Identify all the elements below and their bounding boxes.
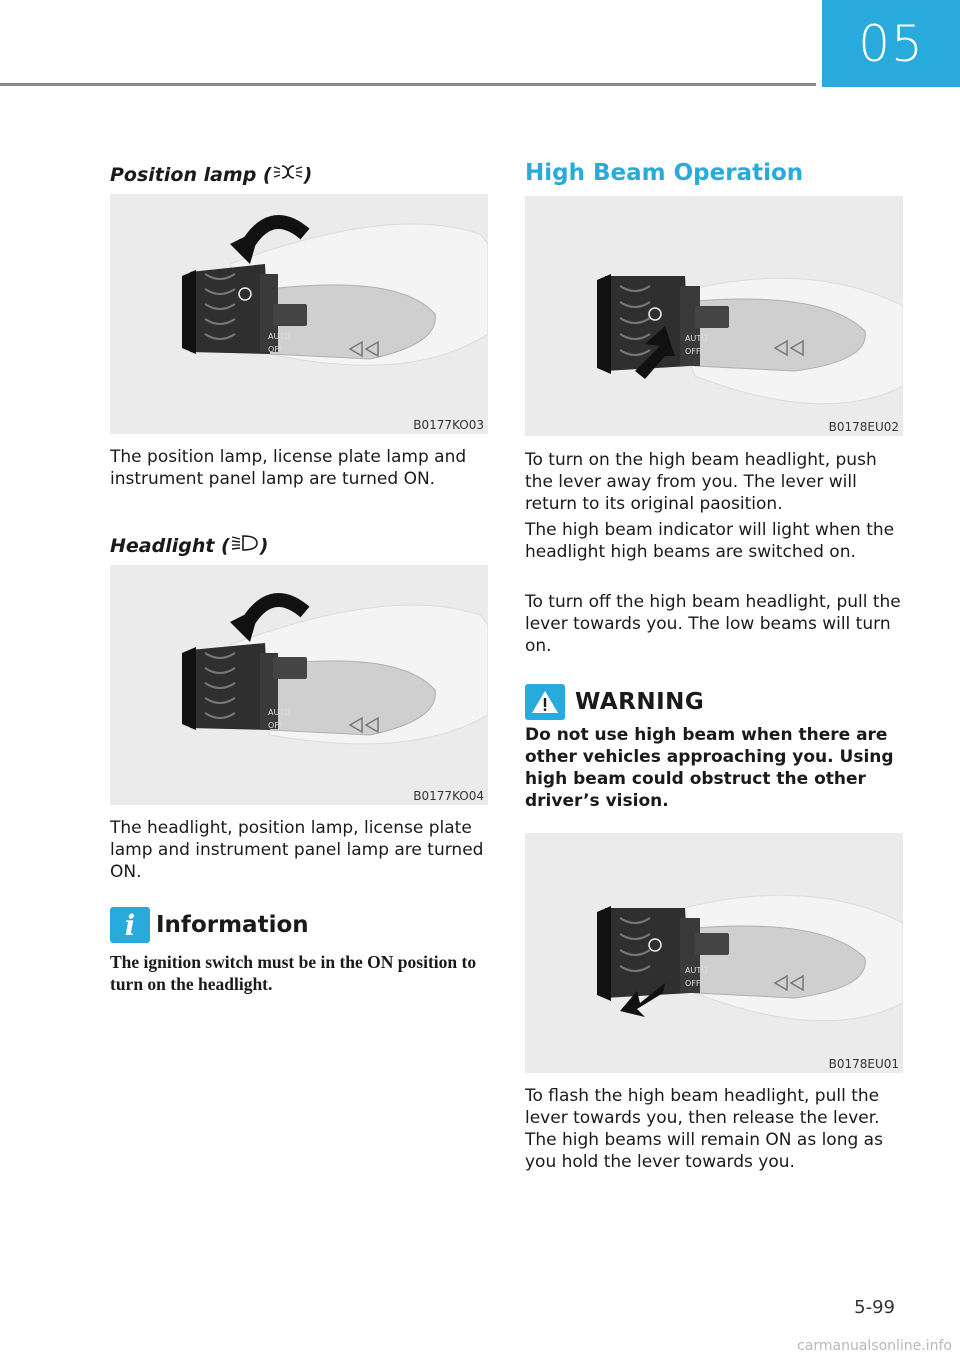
high-beam-push-figure	[525, 196, 903, 436]
auto-label: AUTO	[685, 334, 708, 343]
warning-title: WARNING	[575, 689, 705, 715]
position-lamp-icon	[273, 162, 303, 187]
headlight-text: The headlight, position lamp, license plate lamp and instrument panel lamp are turned ON.	[110, 818, 484, 882]
off-label: OFF	[268, 721, 284, 730]
position-lamp-heading-close: )	[303, 163, 313, 186]
position-lamp-figure	[110, 194, 488, 434]
headlight-icon	[231, 533, 259, 558]
off-label: OFF	[685, 979, 701, 988]
high-beam-on-text: To turn on the high beam headlight, push the lever away from you. The lever will return to its original paosition.	[525, 450, 877, 514]
info-icon: i	[110, 907, 150, 943]
off-label: OFF	[268, 345, 284, 354]
figure-code: B0178EU02	[828, 420, 899, 434]
figure-code: B0178EU01	[828, 1057, 899, 1071]
position-lamp-text: The position lamp, license plate lamp and instrument panel lamp are turned ON.	[110, 447, 467, 489]
figure-code: B0177KO04	[413, 789, 484, 803]
information-heading	[110, 907, 309, 943]
position-lamp-heading	[110, 162, 312, 187]
off-label: OFF	[685, 347, 701, 356]
headlight-heading-text: Headlight (	[110, 534, 230, 557]
auto-label: AUTO	[268, 708, 291, 717]
information-text: The ignition switch must be in the ON position to turn on the headlight.	[110, 952, 477, 994]
high-beam-off-text: To turn off the high beam headlight, pull the lever towards you. The low beams will turn on.	[525, 592, 901, 656]
position-lamp-heading-text: Position lamp (	[110, 163, 272, 186]
watermark: carmanualsonline.info	[797, 1338, 952, 1354]
chapter-tab: 05	[822, 0, 960, 87]
high-beam-indicator-text: The high beam indicator will light when the headlight high beams are switched on.	[525, 520, 895, 562]
headlight-heading	[110, 533, 268, 558]
high-beam-flash-figure	[525, 833, 903, 1073]
top-rule	[0, 83, 816, 86]
information-title: Information	[156, 912, 309, 938]
auto-label: AUTO	[685, 966, 708, 975]
high-beam-flash-text: To flash the high beam headlight, pull the lever towards you, then release the lever. The high beams will remain ON as long as you hold the lever towards you.	[525, 1086, 883, 1172]
warning-heading	[525, 684, 704, 720]
headlight-heading-close: )	[259, 534, 269, 557]
warning-text: Do not use high beam when there are other vehicles approaching you. Using high beam could obstruct the other driver’s vision.	[525, 725, 894, 811]
page-number: 5-99	[854, 1297, 895, 1318]
warning-icon	[525, 684, 565, 720]
figure-code: B0177KO03	[413, 418, 484, 432]
auto-label: AUTO	[268, 332, 291, 341]
section-title: High Beam Operation	[525, 160, 804, 186]
headlight-figure	[110, 565, 488, 805]
